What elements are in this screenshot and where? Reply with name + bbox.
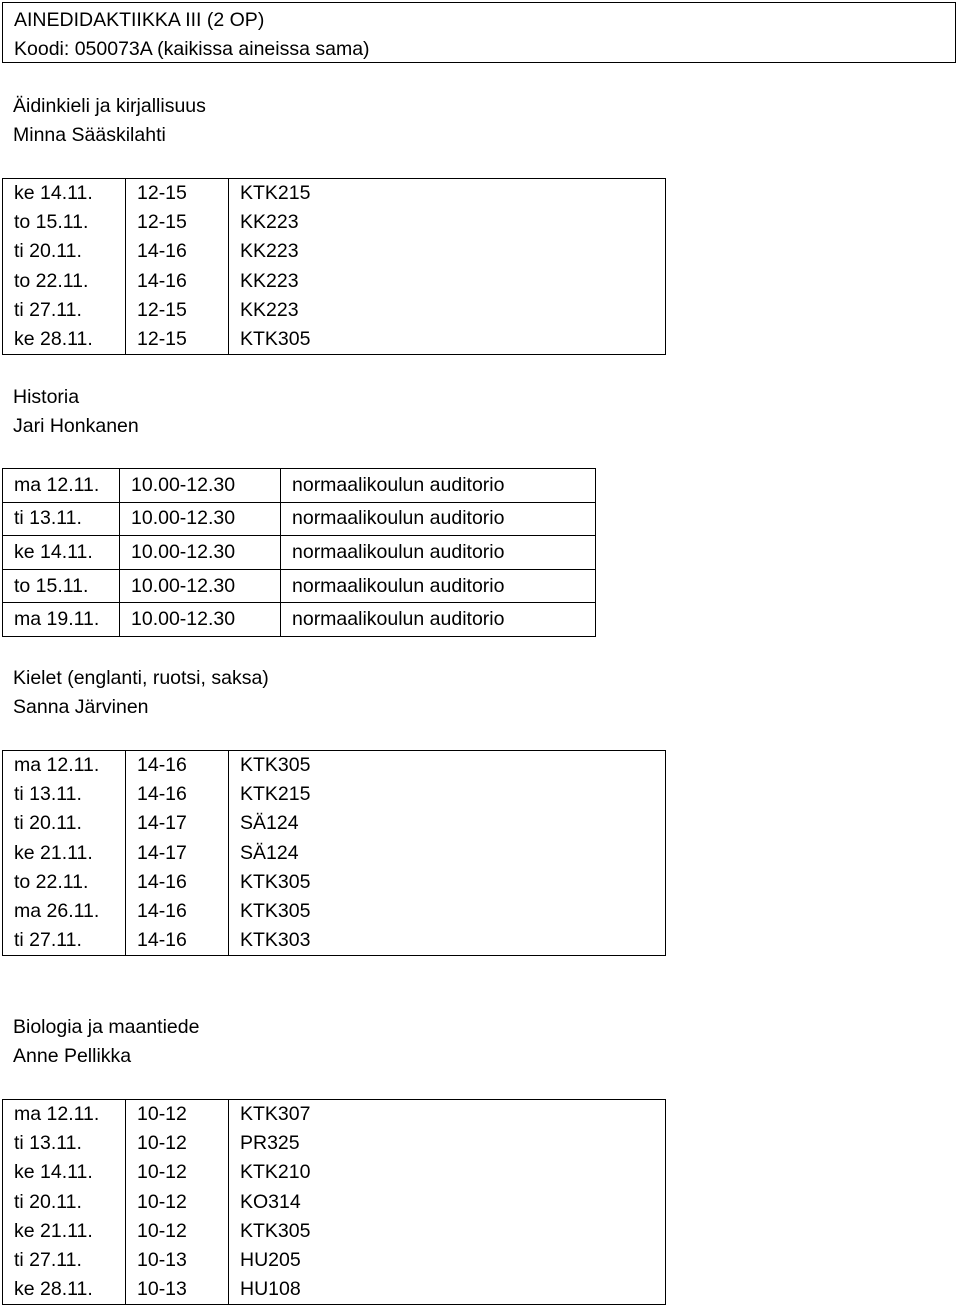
- table-row: [3, 838, 666, 867]
- section-teacher: Minna Sääskilahti: [13, 124, 166, 146]
- table-row: [3, 1158, 666, 1187]
- section-teacher: Anne Pellikka: [13, 1045, 132, 1067]
- table-row: [3, 1246, 666, 1275]
- table-row: [3, 868, 666, 897]
- room-cell: KTK303: [229, 926, 666, 955]
- table-row: [3, 266, 666, 295]
- time-cell: 10.00-12.30: [120, 603, 281, 637]
- time-cell: 10.00-12.30: [120, 502, 281, 536]
- table-row: [3, 1217, 666, 1246]
- date-cell: ti 20.11.: [3, 809, 126, 838]
- section-teacher: Jari Honkanen: [13, 415, 139, 437]
- time-cell: 10-13: [126, 1246, 229, 1275]
- room-cell: KTK305: [229, 868, 666, 897]
- time-cell: 14-17: [126, 809, 229, 838]
- table-row: [3, 208, 666, 237]
- time-cell: 14-17: [126, 838, 229, 867]
- date-cell: ti 20.11.: [3, 237, 126, 266]
- schedule-table: [2, 178, 666, 355]
- table-row: [3, 926, 666, 955]
- room-cell: SÄ124: [229, 809, 666, 838]
- room-cell: SÄ124: [229, 838, 666, 867]
- room-cell: HU205: [229, 1246, 666, 1275]
- date-cell: ke 28.11.: [3, 1275, 126, 1304]
- date-cell: ke 14.11.: [3, 536, 120, 570]
- room-cell: KTK305: [229, 751, 666, 780]
- table-row: [3, 1129, 666, 1158]
- time-cell: 14-16: [126, 266, 229, 295]
- room-cell: KK223: [229, 237, 666, 266]
- room-cell: KTK215: [229, 780, 666, 809]
- time-cell: 10-12: [126, 1187, 229, 1216]
- room-cell: normaalikoulun auditorio: [281, 569, 596, 603]
- time-cell: 12-15: [126, 208, 229, 237]
- room-cell: KTK305: [229, 897, 666, 926]
- time-cell: 10-12: [126, 1100, 229, 1129]
- section-teacher: Sanna Järvinen: [13, 696, 149, 718]
- time-cell: 10-12: [126, 1129, 229, 1158]
- room-cell: HU108: [229, 1275, 666, 1304]
- time-cell: 10.00-12.30: [120, 569, 281, 603]
- date-cell: ma 26.11.: [3, 897, 126, 926]
- date-cell: ke 21.11.: [3, 1217, 126, 1246]
- room-cell: PR325: [229, 1129, 666, 1158]
- section-title: Äidinkieli ja kirjallisuus: [13, 95, 206, 117]
- table-row: [3, 603, 596, 637]
- date-cell: to 15.11.: [3, 208, 126, 237]
- time-cell: 12-15: [126, 296, 229, 325]
- room-cell: normaalikoulun auditorio: [281, 469, 596, 503]
- table-row: [3, 296, 666, 325]
- section-title: Historia: [13, 386, 80, 408]
- date-cell: ti 27.11.: [3, 1246, 126, 1275]
- time-cell: 10.00-12.30: [120, 536, 281, 570]
- time-cell: 14-16: [126, 897, 229, 926]
- date-cell: ti 27.11.: [3, 926, 126, 955]
- date-cell: ke 21.11.: [3, 838, 126, 867]
- date-cell: ke 14.11.: [3, 1158, 126, 1187]
- room-cell: normaalikoulun auditorio: [281, 502, 596, 536]
- date-cell: ti 13.11.: [3, 502, 120, 536]
- date-cell: ma 12.11.: [3, 751, 126, 780]
- date-cell: ke 14.11.: [3, 179, 126, 208]
- time-cell: 10-12: [126, 1158, 229, 1187]
- room-cell: normaalikoulun auditorio: [281, 536, 596, 570]
- date-cell: to 22.11.: [3, 868, 126, 897]
- table-row: [3, 1187, 666, 1216]
- date-cell: ma 12.11.: [3, 469, 120, 503]
- date-cell: ti 27.11.: [3, 296, 126, 325]
- time-cell: 12-15: [126, 179, 229, 208]
- schedule-table: [2, 468, 596, 637]
- course-header-box: [2, 2, 956, 63]
- room-cell: KTK210: [229, 1158, 666, 1187]
- table-row: [3, 1275, 666, 1304]
- table-row: [3, 237, 666, 266]
- table-row: [3, 1100, 666, 1129]
- table-row: [3, 751, 666, 780]
- schedule-table: [2, 750, 666, 956]
- schedule-table: [2, 1099, 666, 1305]
- date-cell: ma 12.11.: [3, 1100, 126, 1129]
- date-cell: to 15.11.: [3, 569, 120, 603]
- room-cell: KO314: [229, 1187, 666, 1216]
- room-cell: KK223: [229, 266, 666, 295]
- table-row: [3, 536, 596, 570]
- time-cell: 14-16: [126, 237, 229, 266]
- table-row: [3, 569, 596, 603]
- table-row: [3, 780, 666, 809]
- room-cell: KTK307: [229, 1100, 666, 1129]
- table-row: [3, 179, 666, 208]
- room-cell: normaalikoulun auditorio: [281, 603, 596, 637]
- date-cell: ti 13.11.: [3, 780, 126, 809]
- date-cell: ke 28.11.: [3, 325, 126, 354]
- section-title: Kielet (englanti, ruotsi, saksa): [13, 667, 269, 689]
- room-cell: KTK305: [229, 1217, 666, 1246]
- time-cell: 12-15: [126, 325, 229, 354]
- date-cell: to 22.11.: [3, 266, 126, 295]
- time-cell: 10-13: [126, 1275, 229, 1304]
- table-row: [3, 502, 596, 536]
- room-cell: KTK215: [229, 179, 666, 208]
- date-cell: ti 20.11.: [3, 1187, 126, 1216]
- table-row: [3, 897, 666, 926]
- room-cell: KK223: [229, 296, 666, 325]
- section-title: Biologia ja maantiede: [13, 1016, 200, 1038]
- room-cell: KTK305: [229, 325, 666, 354]
- table-row: [3, 325, 666, 354]
- course-title: AINEDIDAKTIIKKA III (2 OP): [14, 9, 265, 31]
- time-cell: 10.00-12.30: [120, 469, 281, 503]
- course-code: Koodi: 050073A (kaikissa aineissa sama): [14, 38, 370, 60]
- time-cell: 14-16: [126, 751, 229, 780]
- date-cell: ma 19.11.: [3, 603, 120, 637]
- time-cell: 10-12: [126, 1217, 229, 1246]
- time-cell: 14-16: [126, 868, 229, 897]
- time-cell: 14-16: [126, 926, 229, 955]
- date-cell: ti 13.11.: [3, 1129, 126, 1158]
- table-row: [3, 809, 666, 838]
- room-cell: KK223: [229, 208, 666, 237]
- time-cell: 14-16: [126, 780, 229, 809]
- table-row: [3, 469, 596, 503]
